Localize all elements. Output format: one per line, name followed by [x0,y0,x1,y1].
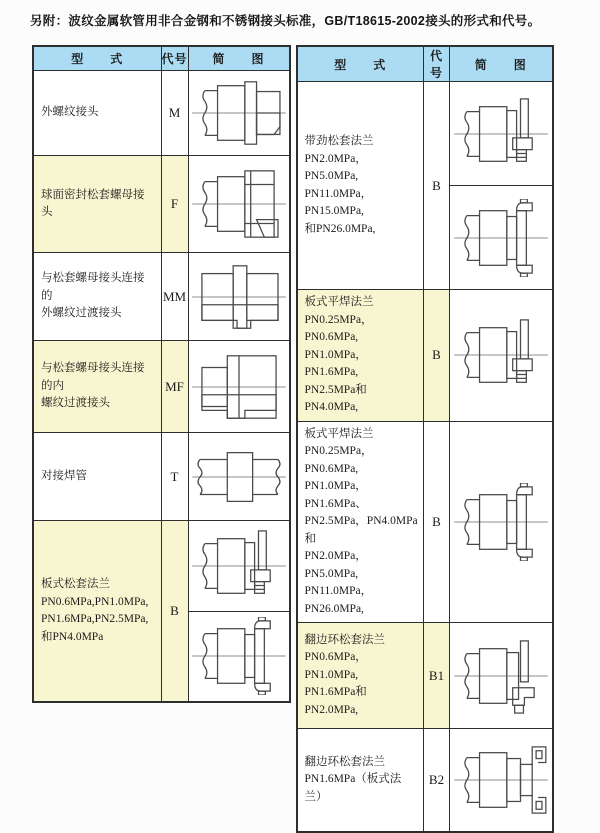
diagram-flange-collar [451,199,551,277]
diagram-cell [188,341,290,433]
table-row [33,341,290,433]
type-line: PN0.25MPa，PN0.6MPa, [304,445,373,475]
table-row [33,71,290,156]
header-diagram: 简 图 [188,46,290,71]
type-line: 翻边环松套法兰 [304,633,385,646]
code-cell: T [161,433,188,521]
diagram-mm [189,258,289,336]
type-line: PN1.0MPa，PN1.6MPa, [304,348,367,378]
type-line: 带劲松套法兰 [304,135,374,147]
diagram-subcell [189,433,289,520]
code-cell: M [161,71,188,156]
diagram-cell [188,71,290,156]
diagram-subcell [189,611,289,702]
type-cell [297,421,424,623]
diagram-subcell [189,71,289,155]
diagram-subcell [450,470,552,573]
type-line: 板式松套法兰 [41,578,110,590]
diagram-flange-tall [189,527,289,605]
diagram-flange-tall [451,316,551,394]
left-fittings-table [32,45,291,703]
diagram-flange-collar [451,483,551,561]
code-cell: B1 [424,623,450,729]
table-row [33,521,290,703]
diagram-cell [188,253,290,341]
table-row [297,82,553,290]
code-cell: F [161,156,188,253]
diagram-cell [188,156,290,253]
diagram-subcell [189,341,289,432]
type-line: PN2.0MPa，PN5.0MPa, [304,550,367,580]
diagram-subcell [450,623,552,728]
type-cell [297,290,424,422]
diagram-t [189,438,289,516]
type-cell [297,729,424,833]
type-line: 球面密封松套螺母接头 [41,188,145,218]
type-line: 板式平焊法兰 [304,427,374,440]
table-row [297,290,553,422]
header-diagram: 简 图 [450,46,553,82]
type-line: PN0.25MPa，PN0.6MPa, [304,313,373,343]
diagram-flange-tall [451,95,551,173]
code-cell: B [424,82,450,290]
diagram-stack [189,341,289,432]
diagram-subcell [189,253,289,340]
type-line: PN2.0MPa，PN5.0MPa, [304,152,367,182]
diagram-subcell [450,82,552,185]
right-fittings-table [296,45,554,833]
header-type: 型 式 [33,46,161,71]
type-cell [33,156,161,253]
type-cell [33,253,161,341]
header-type: 型 式 [297,46,424,82]
type-cell [33,341,161,433]
diagram-subcell [450,729,552,831]
diagram-stack [189,253,289,340]
type-line: PN1.6MPa（板式法兰） [304,773,402,803]
diagram-stack [189,433,289,520]
diagram-stack [450,729,552,831]
diagram-subcell [189,521,289,611]
diagram-cell [450,82,553,290]
code-cell: B [424,290,450,422]
table-row [297,729,553,833]
diagram-cell [450,623,553,729]
code-cell: MM [161,253,188,341]
diagram-mf [189,348,289,426]
type-line: PN1.6MPa,PN2.5MPa, [41,613,149,625]
code-cell: B [424,421,450,623]
diagram-cell [188,521,290,703]
type-line: 外螺纹过渡接头 [41,307,122,320]
table-row [33,253,290,341]
diagram-stack [450,82,552,289]
diagram-b1 [451,637,551,715]
diagram-stack [189,71,289,155]
type-line: PN1.6MPa和PN2.0MPa, [304,686,367,716]
diagram-stack [189,521,289,701]
diagram-subcell [450,301,552,409]
table-row [33,433,290,521]
diagram-m [189,74,289,152]
diagram-b2 [451,741,551,819]
diagram-cell [450,290,553,422]
type-cell [297,82,424,290]
diagram-flange-collar [189,617,289,695]
header-row [297,46,553,82]
header-code: 代号 [424,46,450,82]
type-line: PN0.6MPa，PN1.0MPa, [304,651,367,681]
type-line: PN2.5MPa，PN4.0MPa和 [304,515,418,545]
code-cell: B2 [424,729,450,833]
type-line: 外螺纹接头 [41,106,99,119]
type-line: 和PN4.0MPa [41,630,104,643]
type-line: PN1.0MPa，PN1.6MPa、 [304,480,367,510]
type-cell [33,71,161,156]
type-line: PN0.6MPa,PN1.0MPa, [41,595,149,608]
diagram-cell [188,433,290,521]
diagram-cell [450,421,553,623]
page-caption: 另附：波纹金属软管用非合金钢和不锈钢接头标准，GB/T18615-2002接头的形式和代号。 [30,14,541,28]
tables-container [32,45,554,833]
table-row [297,421,553,623]
right-table-slot [296,45,554,833]
type-line: 螺纹过渡接头 [41,397,110,410]
type-line: 翻边环松套法兰 [304,755,385,768]
header-row [33,46,290,71]
type-cell [297,623,424,729]
type-line: 对接焊管 [41,469,87,482]
diagram-subcell [450,185,552,289]
diagram-stack [450,301,552,409]
type-line: 与松套螺母接头连接的内 [41,362,145,392]
left-table-slot [32,45,291,833]
type-line: 与松套螺母接头连接的 [41,272,145,302]
type-line: PN2.5MPa和PN4.0MPa, [304,383,367,413]
type-cell [33,433,161,521]
code-cell: MF [161,341,188,433]
type-line: PN11.0MPa，PN26.0MPa, [304,585,373,615]
type-cell [33,521,161,703]
diagram-stack [450,623,552,728]
diagram-stack [189,156,289,252]
diagram-subcell [189,156,289,252]
diagram-stack [450,470,552,573]
diagram-cell [450,729,553,833]
type-line: 板式平焊法兰 [304,296,374,308]
type-line: PN11.0MPa，PN15.0MPa, [304,187,373,217]
code-cell: B [161,521,188,703]
type-line: 和PN26.0MPa, [304,222,376,235]
table-row [33,156,290,253]
table-row [297,623,553,729]
header-code: 代号 [161,46,188,71]
diagram-f [189,165,289,243]
